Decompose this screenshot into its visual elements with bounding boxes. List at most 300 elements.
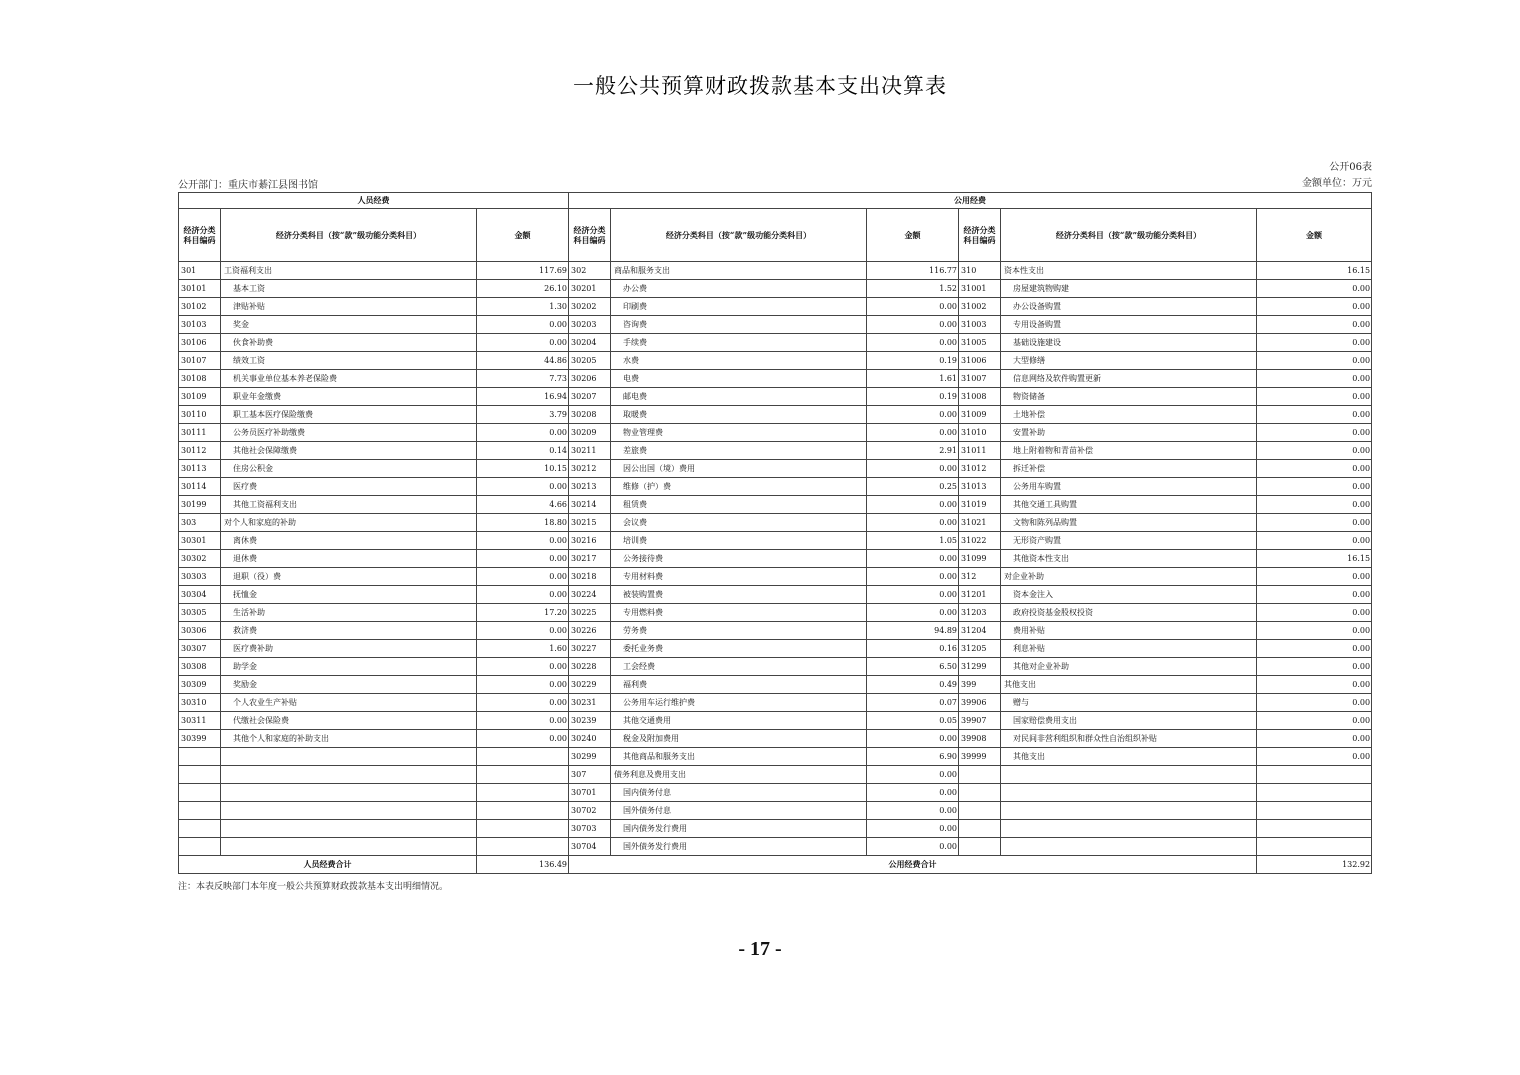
cell-name [221, 766, 477, 784]
cell-code: 31013 [959, 478, 1001, 496]
cell-name: 津贴补贴 [221, 298, 477, 316]
table-row [179, 352, 1372, 370]
cell-name [221, 802, 477, 820]
cell-name: 抚恤金 [221, 586, 477, 604]
cell-code: 30109 [179, 388, 221, 406]
personnel-total-label: 人员经费合计 [179, 856, 477, 874]
cell-code: 30112 [179, 442, 221, 460]
cell-amount: 0.00 [1257, 388, 1372, 406]
cell-name: 个人农业生产补贴 [221, 694, 477, 712]
cell-code: 30301 [179, 532, 221, 550]
cell-code: 302 [569, 262, 611, 280]
cell-name: 救济费 [221, 622, 477, 640]
column-header-amount: 金额 [477, 209, 569, 262]
table-row [179, 442, 1372, 460]
cell-code: 312 [959, 568, 1001, 586]
cell-code [179, 820, 221, 838]
cell-code: 30228 [569, 658, 611, 676]
cell-code [959, 766, 1001, 784]
cell-code: 30208 [569, 406, 611, 424]
cell-amount: 0.00 [477, 586, 569, 604]
cell-code: 30303 [179, 568, 221, 586]
table-row [179, 730, 1372, 748]
column-header-name: 经济分类科目（按“款”级功能分类科目） [611, 209, 867, 262]
cell-code: 30217 [569, 550, 611, 568]
cell-code: 39908 [959, 730, 1001, 748]
cell-amount: 0.00 [477, 658, 569, 676]
cell-code: 30101 [179, 280, 221, 298]
cell-name: 土地补偿 [1001, 406, 1257, 424]
cell-amount: 0.00 [477, 712, 569, 730]
cell-code: 31012 [959, 460, 1001, 478]
cell-name: 国外债务发行费用 [611, 838, 867, 856]
cell-name: 公务员医疗补助缴费 [221, 424, 477, 442]
cell-name: 文物和陈列品购置 [1001, 514, 1257, 532]
cell-amount: 0.00 [867, 784, 959, 802]
cell-name: 租赁费 [611, 496, 867, 514]
cell-name [1001, 820, 1257, 838]
cell-name: 助学金 [221, 658, 477, 676]
table-row [179, 820, 1372, 838]
cell-code: 39907 [959, 712, 1001, 730]
cell-amount: 6.90 [867, 748, 959, 766]
cell-amount: 0.00 [1257, 442, 1372, 460]
cell-code [959, 838, 1001, 856]
cell-code: 30199 [179, 496, 221, 514]
cell-amount: 0.00 [1257, 676, 1372, 694]
cell-name: 邮电费 [611, 388, 867, 406]
cell-amount [1257, 802, 1372, 820]
table-row [179, 370, 1372, 388]
cell-amount: 0.00 [477, 550, 569, 568]
table-row [179, 334, 1372, 352]
cell-code: 30107 [179, 352, 221, 370]
cell-code [959, 820, 1001, 838]
cell-amount: 3.79 [477, 406, 569, 424]
cell-name: 会议费 [611, 514, 867, 532]
cell-code: 30216 [569, 532, 611, 550]
cell-amount: 0.00 [1257, 604, 1372, 622]
cell-name: 资本性支出 [1001, 262, 1257, 280]
cell-code: 30225 [569, 604, 611, 622]
personnel-total-value: 136.49 [477, 856, 569, 874]
cell-code: 30215 [569, 514, 611, 532]
cell-code: 30103 [179, 316, 221, 334]
cell-code: 399 [959, 676, 1001, 694]
cell-code: 30113 [179, 460, 221, 478]
cell-code: 31299 [959, 658, 1001, 676]
cell-amount: 17.20 [477, 604, 569, 622]
cell-name: 无形资产购置 [1001, 532, 1257, 550]
cell-amount: 0.00 [477, 424, 569, 442]
cell-amount: 0.00 [867, 730, 959, 748]
cell-code: 30307 [179, 640, 221, 658]
cell-amount: 0.00 [867, 334, 959, 352]
form-code: 公开06表 [1329, 162, 1372, 173]
cell-name: 对民间非营利组织和群众性自治组织补贴 [1001, 730, 1257, 748]
cell-name: 工资福利支出 [221, 262, 477, 280]
table-row [179, 766, 1372, 784]
column-header-name: 经济分类科目（按“款”级功能分类科目） [221, 209, 477, 262]
cell-code: 30204 [569, 334, 611, 352]
cell-amount: 0.00 [477, 478, 569, 496]
cell-name: 医疗费 [221, 478, 477, 496]
cell-code: 30224 [569, 586, 611, 604]
cell-name: 差旅费 [611, 442, 867, 460]
cell-name: 税金及附加费用 [611, 730, 867, 748]
cell-name: 委托业务费 [611, 640, 867, 658]
cell-amount: 0.07 [867, 694, 959, 712]
cell-amount [477, 766, 569, 784]
cell-code: 30114 [179, 478, 221, 496]
cell-amount: 0.00 [1257, 424, 1372, 442]
cell-amount: 0.00 [1257, 460, 1372, 478]
cell-code: 31099 [959, 550, 1001, 568]
cell-name: 水费 [611, 352, 867, 370]
cell-name: 政府投资基金股权投资 [1001, 604, 1257, 622]
cell-amount: 0.00 [477, 316, 569, 334]
cell-amount: 0.00 [477, 568, 569, 586]
table-row [179, 496, 1372, 514]
public-total-label: 公用经费合计 [569, 856, 1257, 874]
group-header-personnel: 人员经费 [179, 193, 569, 209]
cell-code: 30704 [569, 838, 611, 856]
expenditure-table [178, 192, 1372, 874]
cell-code: 30110 [179, 406, 221, 424]
cell-code: 310 [959, 262, 1001, 280]
cell-name: 公务用车购置 [1001, 478, 1257, 496]
cell-amount: 0.00 [1257, 568, 1372, 586]
cell-name: 培训费 [611, 532, 867, 550]
cell-amount: 0.00 [1257, 334, 1372, 352]
cell-code: 30308 [179, 658, 221, 676]
cell-amount: 1.05 [867, 532, 959, 550]
cell-name: 其他个人和家庭的补助支出 [221, 730, 477, 748]
table-row [179, 316, 1372, 334]
cell-amount: 0.00 [1257, 622, 1372, 640]
cell-name: 取暖费 [611, 406, 867, 424]
cell-name: 对个人和家庭的补助 [221, 514, 477, 532]
cell-name: 其他商品和服务支出 [611, 748, 867, 766]
cell-amount: 18.80 [477, 514, 569, 532]
cell-amount [477, 748, 569, 766]
cell-amount: 0.00 [477, 694, 569, 712]
cell-amount: 6.50 [867, 658, 959, 676]
cell-name [221, 784, 477, 802]
cell-amount: 0.00 [867, 406, 959, 424]
cell-amount: 0.00 [1257, 748, 1372, 766]
cell-name: 机关事业单位基本养老保险费 [221, 370, 477, 388]
cell-code: 39999 [959, 748, 1001, 766]
cell-code: 30212 [569, 460, 611, 478]
cell-name: 物资储备 [1001, 388, 1257, 406]
cell-amount: 0.00 [867, 514, 959, 532]
totals-row [179, 856, 1372, 874]
cell-name: 维修（护）费 [611, 478, 867, 496]
cell-amount: 0.00 [1257, 532, 1372, 550]
cell-name: 利息补贴 [1001, 640, 1257, 658]
cell-code: 31010 [959, 424, 1001, 442]
cell-code: 31022 [959, 532, 1001, 550]
cell-code: 30108 [179, 370, 221, 388]
page-number: - 17 - [738, 938, 782, 960]
cell-code: 30205 [569, 352, 611, 370]
cell-amount: 0.49 [867, 676, 959, 694]
cell-name: 其他支出 [1001, 676, 1257, 694]
cell-name: 退职（役）费 [221, 568, 477, 586]
cell-amount: 0.00 [1257, 280, 1372, 298]
cell-amount: 0.00 [867, 460, 959, 478]
cell-amount: 1.61 [867, 370, 959, 388]
table-row [179, 424, 1372, 442]
table-row [179, 298, 1372, 316]
cell-name: 专用设备购置 [1001, 316, 1257, 334]
cell-amount: 0.00 [1257, 712, 1372, 730]
cell-name: 生活补助 [221, 604, 477, 622]
cell-amount: 0.00 [1257, 640, 1372, 658]
cell-name: 职工基本医疗保险缴费 [221, 406, 477, 424]
table-row [179, 838, 1372, 856]
group-header-public: 公用经费 [569, 193, 1372, 209]
table-row [179, 676, 1372, 694]
cell-name: 伙食补助费 [221, 334, 477, 352]
cell-code: 30309 [179, 676, 221, 694]
cell-name: 被装购置费 [611, 586, 867, 604]
cell-amount: 1.30 [477, 298, 569, 316]
cell-code: 30299 [569, 748, 611, 766]
cell-code: 30227 [569, 640, 611, 658]
cell-amount: 0.00 [1257, 514, 1372, 532]
cell-name: 国家赔偿费用支出 [1001, 712, 1257, 730]
cell-code: 30702 [569, 802, 611, 820]
cell-code: 31019 [959, 496, 1001, 514]
cell-amount: 0.00 [477, 676, 569, 694]
cell-amount: 26.10 [477, 280, 569, 298]
cell-code: 30229 [569, 676, 611, 694]
cell-code: 31021 [959, 514, 1001, 532]
cell-name: 国外债务付息 [611, 802, 867, 820]
cell-name: 基础设施建设 [1001, 334, 1257, 352]
cell-code: 30239 [569, 712, 611, 730]
cell-amount: 0.00 [477, 532, 569, 550]
cell-amount: 0.00 [867, 424, 959, 442]
cell-amount: 16.94 [477, 388, 569, 406]
cell-amount: 0.05 [867, 712, 959, 730]
cell-code [959, 784, 1001, 802]
cell-amount: 0.25 [867, 478, 959, 496]
cell-amount: 116.77 [867, 262, 959, 280]
cell-amount [1257, 820, 1372, 838]
cell-name: 劳务费 [611, 622, 867, 640]
cell-name [1001, 802, 1257, 820]
cell-code: 30703 [569, 820, 611, 838]
cell-name: 代缴社会保险费 [221, 712, 477, 730]
cell-amount: 0.00 [477, 730, 569, 748]
cell-amount: 0.16 [867, 640, 959, 658]
cell-code: 30305 [179, 604, 221, 622]
cell-amount: 0.00 [1257, 694, 1372, 712]
cell-name: 费用补贴 [1001, 622, 1257, 640]
cell-code: 30231 [569, 694, 611, 712]
column-header-amount: 金额 [867, 209, 959, 262]
cell-name: 工会经费 [611, 658, 867, 676]
public-total-value: 132.92 [1257, 856, 1372, 874]
cell-name: 福利费 [611, 676, 867, 694]
table-row [179, 586, 1372, 604]
cell-code: 30218 [569, 568, 611, 586]
cell-name: 住房公积金 [221, 460, 477, 478]
table-row [179, 784, 1372, 802]
cell-name: 其他支出 [1001, 748, 1257, 766]
cell-amount: 7.73 [477, 370, 569, 388]
cell-name: 绩效工资 [221, 352, 477, 370]
table-row [179, 712, 1372, 730]
cell-code: 31007 [959, 370, 1001, 388]
table-row [179, 604, 1372, 622]
column-header-code: 经济分类科目编码 [179, 209, 221, 262]
cell-code: 31001 [959, 280, 1001, 298]
cell-code: 30306 [179, 622, 221, 640]
table-row [179, 568, 1372, 586]
cell-amount: 0.19 [867, 352, 959, 370]
cell-code: 30209 [569, 424, 611, 442]
cell-amount: 1.52 [867, 280, 959, 298]
cell-name: 大型修缮 [1001, 352, 1257, 370]
cell-code: 31008 [959, 388, 1001, 406]
cell-code: 30302 [179, 550, 221, 568]
cell-name: 离休费 [221, 532, 477, 550]
table-body [179, 262, 1372, 856]
cell-code: 307 [569, 766, 611, 784]
cell-code: 303 [179, 514, 221, 532]
cell-code: 31003 [959, 316, 1001, 334]
cell-amount: 117.69 [477, 262, 569, 280]
cell-amount: 0.00 [1257, 658, 1372, 676]
cell-name [1001, 784, 1257, 802]
cell-amount: 0.14 [477, 442, 569, 460]
cell-name: 办公设备购置 [1001, 298, 1257, 316]
cell-code: 30311 [179, 712, 221, 730]
table-row [179, 280, 1372, 298]
cell-amount: 1.60 [477, 640, 569, 658]
cell-code: 301 [179, 262, 221, 280]
cell-amount [477, 820, 569, 838]
cell-name: 商品和服务支出 [611, 262, 867, 280]
cell-amount: 0.00 [1257, 370, 1372, 388]
cell-name [221, 820, 477, 838]
cell-amount: 0.00 [867, 568, 959, 586]
cell-code: 31011 [959, 442, 1001, 460]
cell-name: 基本工资 [221, 280, 477, 298]
cell-name: 专用燃料费 [611, 604, 867, 622]
cell-amount: 0.00 [867, 550, 959, 568]
cell-name [1001, 766, 1257, 784]
cell-name: 公务用车运行维护费 [611, 694, 867, 712]
table-row [179, 658, 1372, 676]
cell-code: 30203 [569, 316, 611, 334]
cell-amount: 0.00 [867, 766, 959, 784]
cell-code [179, 748, 221, 766]
cell-name: 公务接待费 [611, 550, 867, 568]
cell-amount: 0.00 [1257, 316, 1372, 334]
cell-name: 拆迁补偿 [1001, 460, 1257, 478]
cell-code: 30701 [569, 784, 611, 802]
cell-name: 手续费 [611, 334, 867, 352]
cell-amount: 44.86 [477, 352, 569, 370]
cell-amount: 0.00 [867, 316, 959, 334]
cell-amount: 94.89 [867, 622, 959, 640]
cell-name: 职业年金缴费 [221, 388, 477, 406]
cell-name: 其他社会保障缴费 [221, 442, 477, 460]
cell-code: 30202 [569, 298, 611, 316]
cell-amount [1257, 838, 1372, 856]
cell-name: 其他对企业补助 [1001, 658, 1257, 676]
cell-name: 安置补助 [1001, 424, 1257, 442]
table-row [179, 748, 1372, 766]
cell-amount: 0.00 [477, 334, 569, 352]
cell-name: 债务利息及费用支出 [611, 766, 867, 784]
column-header-amount: 金额 [1257, 209, 1372, 262]
cell-code: 30102 [179, 298, 221, 316]
cell-code: 30211 [569, 442, 611, 460]
cell-code: 31009 [959, 406, 1001, 424]
cell-code: 31006 [959, 352, 1001, 370]
column-header-name: 经济分类科目（按“款”级功能分类科目） [1001, 209, 1257, 262]
cell-name: 咨询费 [611, 316, 867, 334]
cell-amount: 0.00 [867, 838, 959, 856]
cell-amount: 0.00 [1257, 496, 1372, 514]
cell-code: 30206 [569, 370, 611, 388]
table-row [179, 388, 1372, 406]
department-label: 公开部门：重庆市綦江县图书馆 [178, 180, 318, 191]
cell-code: 30240 [569, 730, 611, 748]
table-row [179, 460, 1372, 478]
cell-name: 因公出国（境）费用 [611, 460, 867, 478]
cell-amount: 4.66 [477, 496, 569, 514]
page-title: 一般公共预算财政拨款基本支出决算表 [573, 74, 947, 98]
cell-code: 30106 [179, 334, 221, 352]
cell-amount: 0.00 [1257, 298, 1372, 316]
table-row [179, 802, 1372, 820]
table-row [179, 262, 1372, 280]
cell-code: 31002 [959, 298, 1001, 316]
cell-name: 地上附着物和青苗补偿 [1001, 442, 1257, 460]
cell-amount: 10.15 [477, 460, 569, 478]
cell-amount: 16.15 [1257, 550, 1372, 568]
table-row [179, 406, 1372, 424]
cell-amount: 0.00 [1257, 730, 1372, 748]
cell-amount [477, 784, 569, 802]
amount-unit: 金额单位：万元 [1302, 178, 1372, 189]
table-row [179, 640, 1372, 658]
cell-amount: 0.00 [1257, 478, 1372, 496]
cell-name: 其他工资福利支出 [221, 496, 477, 514]
cell-code [179, 766, 221, 784]
cell-name [1001, 838, 1257, 856]
cell-name: 物业管理费 [611, 424, 867, 442]
cell-name: 退休费 [221, 550, 477, 568]
table-row [179, 532, 1372, 550]
cell-amount: 0.00 [867, 496, 959, 514]
cell-code: 31205 [959, 640, 1001, 658]
cell-name: 其他交通工具购置 [1001, 496, 1257, 514]
table-row [179, 550, 1372, 568]
cell-code [959, 802, 1001, 820]
cell-name: 房屋建筑物购建 [1001, 280, 1257, 298]
cell-amount [477, 838, 569, 856]
cell-code: 30399 [179, 730, 221, 748]
cell-name: 国内债务付息 [611, 784, 867, 802]
